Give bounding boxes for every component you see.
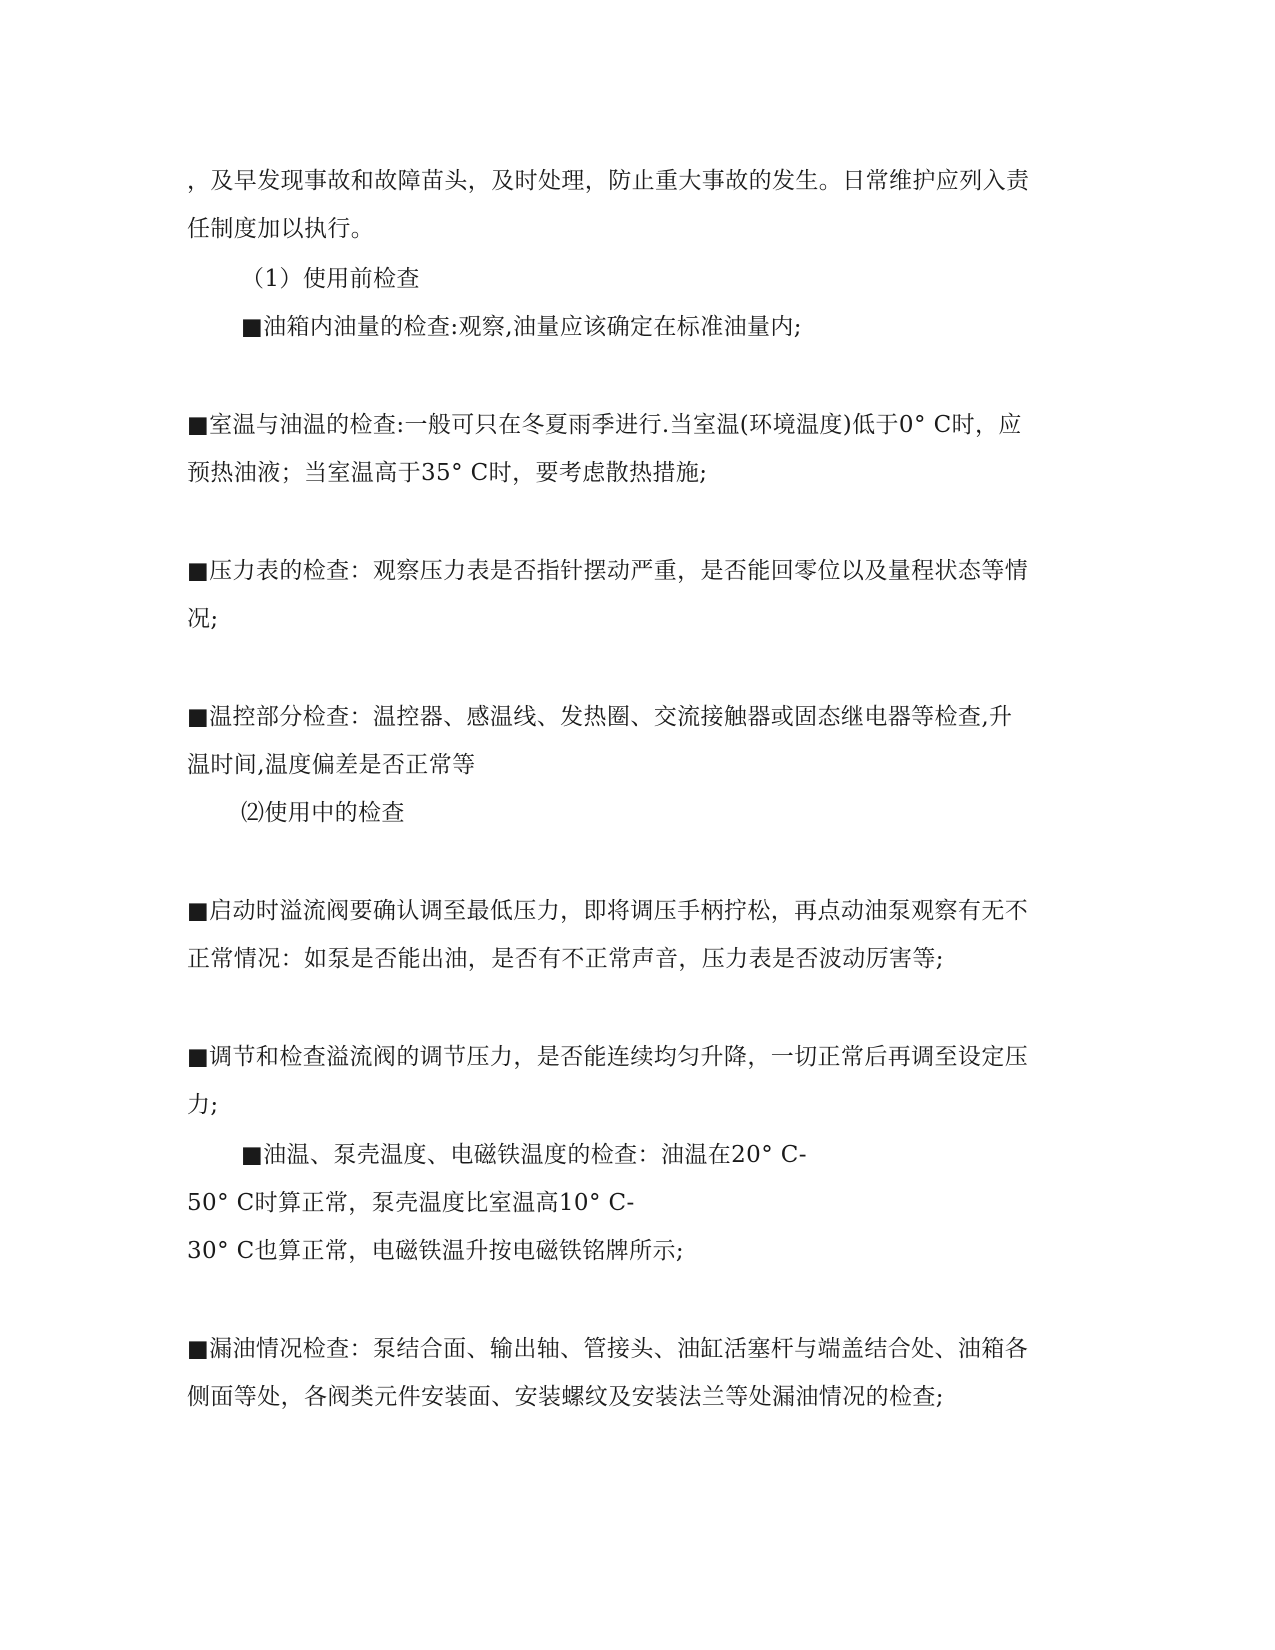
bullet-item-continuation: 预热油液；当室温高于35° C时，要考虑散热措施; — [187, 460, 708, 486]
bullet-item: ■调节和检查溢流阀的调节压力，是否能连续均匀升降，一切正常后再调至设定压 — [187, 1044, 1029, 1070]
bullet-item-continuation: 正常情况：如泵是否能出油，是否有不正常声音，压力表是否波动厉害等; — [187, 946, 944, 972]
bullet-item: ■油温、泵壳温度、电磁铁温度的检查：油温在20° C- — [241, 1142, 807, 1168]
bullet-item: ■温控部分检查：温控器、感温线、发热圈、交流接触器或固态继电器等检查,升 — [187, 704, 1013, 730]
section-heading: ⑵使用中的检查 — [241, 800, 405, 826]
paragraph-line: ，及早发现事故和故障苗头，及时处理，防止重大事故的发生。日常维护应列入责 — [187, 168, 1030, 194]
bullet-item-continuation: 30° C也算正常，电磁铁温升按电磁铁铭牌所示; — [187, 1238, 685, 1264]
bullet-item: ■油箱内油量的检查:观察,油量应该确定在标准油量内; — [241, 314, 802, 340]
bullet-item: ■室温与油温的检查:一般可只在冬夏雨季进行.当室温(环境温度)低于0° C时，应 — [187, 412, 1022, 438]
bullet-item-continuation: 力; — [187, 1092, 219, 1118]
bullet-item: ■漏油情况检查：泵结合面、输出轴、管接头、油缸活塞杆与端盖结合处、油箱各 — [187, 1336, 1029, 1362]
bullet-item: ■压力表的检查：观察压力表是否指针摆动严重，是否能回零位以及量程状态等情 — [187, 558, 1029, 584]
bullet-item-continuation: 况; — [187, 606, 219, 632]
paragraph-line: 任制度加以执行。 — [187, 216, 375, 242]
bullet-item-continuation: 侧面等处，各阀类元件安装面、安装螺纹及安装法兰等处漏油情况的检查; — [187, 1384, 944, 1410]
section-heading: （1）使用前检查 — [241, 266, 420, 292]
bullet-item: ■启动时溢流阀要确认调至最低压力，即将调压手柄拧松，再点动油泵观察有无不 — [187, 898, 1029, 924]
bullet-item-continuation: 50° C时算正常，泵壳温度比室温高10° C- — [187, 1190, 635, 1216]
bullet-item-continuation: 温时间,温度偏差是否正常等 — [187, 752, 476, 778]
